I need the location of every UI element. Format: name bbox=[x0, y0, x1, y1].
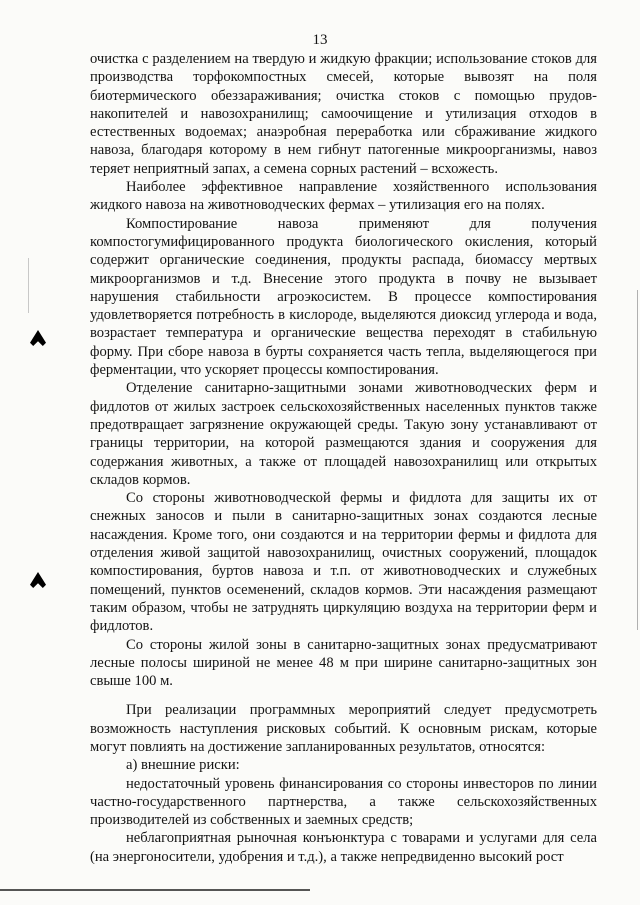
paragraph: Со стороны животноводческой фермы и фидлота для защиты их от снежных заносов и пыли в санитарно-защитных зонах создаются лесные насаждения. Кроме того, они создаются и на территории фермы и фидлота для отделения живой защитой навозохранилищ, очистных сооружений, площадок компостирования, буртов навоза и т.п. от животноводческих и служебных помещений, пунктов осеменений, складов кормов. Эти насаждения размещают таким образом, чтобы не затруднять циркуляцию воздуха на территории ферм и фидлотов. bbox=[90, 490, 597, 635]
paragraph: неблагоприятная рыночная конъюнктура с товарами и услугами для села (на энергоносители, удобрения и т.д.), а также непредвиденно высокий рост bbox=[90, 830, 597, 865]
list-heading: а) внешние риски: bbox=[126, 757, 240, 774]
paragraph: При реализации программных мероприятий следует предусмотреть возможность наступления рисковых событий. К основным рискам, которые могут повлиять на достижение запланированных результатов, относятся: bbox=[90, 702, 597, 755]
paragraph: недостаточный уровень финансирования со стороны инвесторов по линии частно-государственного партнерства, а также сельскохозяйственных производителей из собственных и заемных средств; bbox=[90, 775, 597, 829]
paragraph: Со стороны жилой зоны в санитарно-защитных зонах предусматривают лесные полосы шириной не менее 48 м при ширине санитарно-защитных зон свыше 100 м. bbox=[90, 636, 597, 690]
paragraph: очистка с разделением на твердую и жидкую фракции; использование стоков для производства торфокомпостных смесей, которые вывозят на поля биотермического обеззараживания; очистка стоков с помощью прудов-накопителей и навозохранилищ; самоочищение и утилизация отходов в естественных водоемах; анаэробная переработка или сбраживание жидкого навоза, благодаря которому в нем гибнут патогенные микроорганизмы, навоз теряет неприятный запах, а семена сорных растений – всхожесть. bbox=[90, 51, 597, 177]
binder-hole-mark bbox=[30, 330, 46, 346]
page-number: 13 bbox=[312, 32, 328, 48]
body-text bbox=[90, 50, 597, 866]
paragraph: Наиболее эффективное направление хозяйственного использования жидкого навоза на животноводческих фермах – утилизация его на полях. bbox=[90, 179, 597, 214]
scan-edge-line bbox=[637, 290, 638, 630]
footer-rule bbox=[0, 889, 310, 891]
binder-hole-mark bbox=[30, 572, 46, 588]
paragraph: Отделение санитарно-защитными зонами животноводческих ферм и фидлотов от жилых застроек сельскохозяйственных населенных пунктов также предотвращает загрязнение окружающей среды. Такую зону устанавливают от границы территории, на которой размещаются здания и сооружения для содержания животных, а также от площадей навозохранилищ или открытых складов кормов. bbox=[90, 380, 597, 488]
paragraph: Компостирование навоза применяют для получения компостогумифицированного продукта биологического окисления, который содержит органические соединения, продукты распада, биомассу мертвых микроорганизмов и т.д. Внесение этого продукта в почву не вызывает нарушения стабильности агроэкосистем. В процессе компостирования удовлетворяется потребность в кислороде, выделяются диоксид углерода и вода, возрастает температура и органические вещества переходят в стабильную форму. При сборе навоза в бурты сохраняется часть тепла, выделяющегося при ферментации, что ускоряет процессы компостирования. bbox=[90, 215, 597, 379]
scan-edge-line bbox=[28, 258, 29, 313]
